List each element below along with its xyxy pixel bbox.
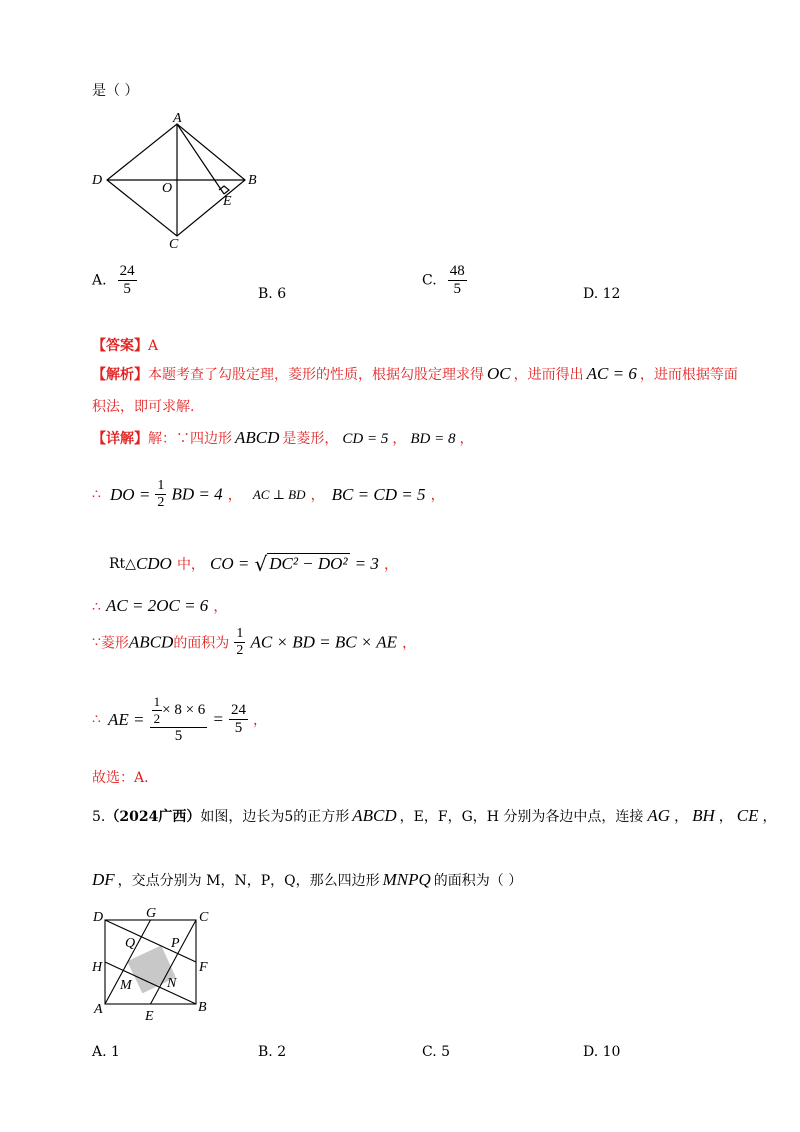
label-A: A (94, 1002, 103, 1017)
option-d: D. 12 (583, 286, 621, 302)
option-a: A. $\frac{24}{5}$ (92, 263, 135, 297)
label-Q: Q (125, 936, 136, 951)
analysis-line-2: 积法，即可求解. (92, 399, 195, 415)
label-C: C (199, 910, 209, 925)
question-5-line-1: 5.（2024广西）如图，边长为5的正方形 ABCD ，E，F，G，H 分别为各边中点，连接 AG ， BH ， CE ， (92, 806, 777, 825)
segment-ae (177, 124, 224, 194)
label-A: A (173, 111, 182, 126)
question-stem-tail: 是（ ） (92, 83, 139, 99)
label-D: D (93, 910, 104, 925)
answer-line: 【答案】A (92, 338, 159, 354)
analysis-line-1: 【解析】本题考查了勾股定理，菱形的性质，根据勾股定理求得 OC ，进而得出 AC = 6 ，进而根据等面 (92, 364, 738, 383)
option-b: B. 6 (258, 286, 287, 302)
label-D: D (92, 173, 103, 188)
label-E: E (223, 194, 232, 209)
label-O: O (162, 181, 173, 196)
label-G: G (146, 906, 157, 921)
label-B: B (198, 1000, 207, 1015)
q5-option-b: B. 2 (258, 1044, 287, 1060)
detail-line-ae: ∴ AE = $\frac{1}{2}$ × 8 × 6 5 = $\frac{24}{5}$ ， (92, 694, 268, 744)
detail-line-do: ∴ DO = $\frac{1}{2}$ BD = 4 ， AC ⊥ BD ， BC = CD = 5 ， (92, 478, 445, 510)
label-C: C (169, 237, 179, 250)
label-E: E (145, 1009, 154, 1023)
rhombus-figure (85, 110, 265, 250)
label-B: B (248, 173, 257, 188)
option-c: C. $\frac{48}{5}$ (422, 263, 465, 297)
question-5-line-2: DF ，交点分别为 M，N，P，Q，那么四边形 MNPQ 的面积为（ ） (92, 870, 523, 889)
label-H: H (92, 960, 103, 975)
detail-line-ac: ∴ AC = 2OC = 6 ， (92, 596, 228, 615)
label-F: F (199, 960, 208, 975)
right-angle-mark (219, 186, 229, 194)
label-P: P (171, 936, 180, 951)
choose-line: 故选：A. (92, 770, 149, 786)
detail-line-area: ∵菱形ABCD的面积为 $\frac{1}{2}$ AC × BD = BC × AE ， (92, 626, 417, 658)
detail-line-1: 【详解】解：∵四边形 ABCD 是菱形， CD = 5 ， BD = 8 ， (92, 428, 474, 447)
q5-option-a: A. 1 (92, 1044, 120, 1060)
q5-option-d: D. 10 (583, 1044, 621, 1060)
square-figure (88, 905, 213, 1023)
detail-line-rt: Rt△CDO 中， CO = √ DC² − DO² = 3 ， (109, 552, 398, 576)
label-N: N (167, 976, 177, 991)
q5-option-c: C. 5 (422, 1044, 451, 1060)
label-M: M (120, 978, 132, 993)
